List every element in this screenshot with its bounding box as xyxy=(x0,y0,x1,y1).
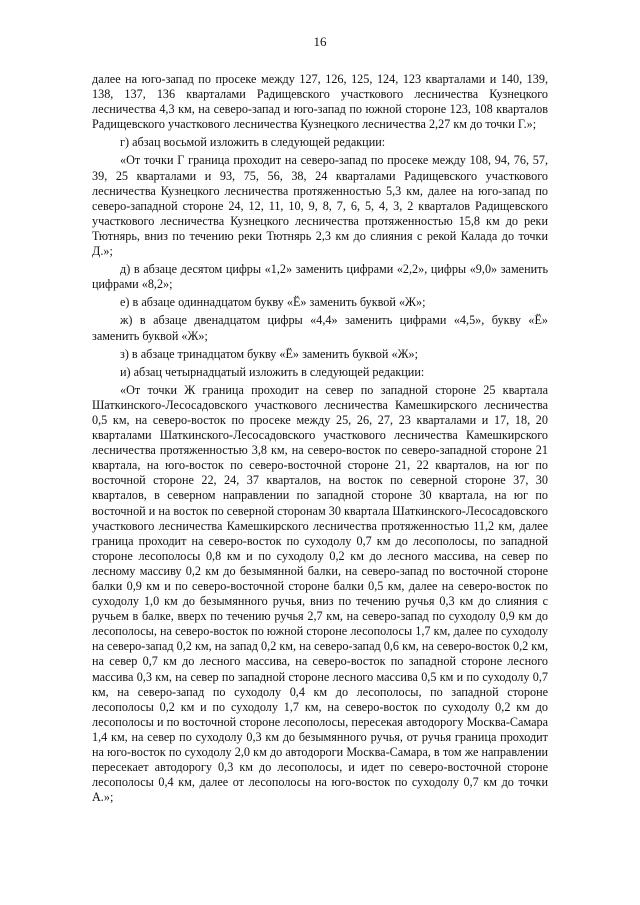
paragraph-quote-point-g: «От точки Г граница проходит на северо-запад по просеке между 108, 94, 76, 57, 39, 25 кварталами и 93, 75, 56, 38, 24 кварталами Радищевского участкового лесничества Кузнецкого лесничества протяженностью 5,3 км, далее на юго-запад по северо-западной стороне 24, 12, 11, 10, 9, 8, 7, 6, 5, 4, 3, 2 кварталов Радищевского участкового лесничества Кузнецкого лесничества протяженностью 15,8 км до реки Тютнярь, вниз по течению реки Тютнярь 2,3 км до слияния с рекой Калада до точки Д.»; xyxy=(92,153,548,259)
page-number: 16 xyxy=(313,34,327,49)
paragraph-item-d: д) в абзаце десятом цифры «1,2» заменить цифрами «2,2», цифры «9,0» заменить цифрами «8,2»; xyxy=(92,262,548,292)
paragraph-continuation: далее на юго-запад по просеке между 127, 126, 125, 124, 123 кварталами и 140, 139, 138, 137, 136 кварталами Радищевского участкового лесничества Кузнецкого лесничества 4,3 км, на северо-запад и юго-запад по южной стороне 123, 108 кварталов Радищевского участкового лесничества Кузнецкого лесничества 2,27 км до точки Г.»; xyxy=(92,72,548,132)
paragraph-item-i: и) абзац четырнадцатый изложить в следующей редакции: xyxy=(120,364,425,379)
paragraph-item-e: е) в абзаце одиннадцатом букву «Ё» заменить буквой «Ж»; xyxy=(120,295,426,310)
paragraph-quote-point-zh: «От точки Ж граница проходит на север по западной стороне 25 квартала Шаткинского-Лесосадовского участкового лесничества Камешкирского лесничества 0,5 км, на северо-восток по просеке между 25, 26, 27, 23 кварталами и 17, 18, 20 кварталами Шаткинского-Лесосадовского участкового лесничества Камешкирского лесничества протяженностью 3,8 км, на северо-восток по северо-западной стороне 21 квартала, на юго-восток по северо-восточной стороне 21, 22 кварталов, на юг по восточной стороне 22, 24, 37 кварталов, на восток по северной стороне 37, 30 кварталов, в северном направлении по западной стороне 30 квартала, на юг по восточной и на восток по северной сторонам 30 квартала Шаткинского-Лесосадовского участкового лесничества Камешкирского лесничества протяженностью 11,2 км, далее граница проходит на северо-восток по суходолу 0,7 км до лесополосы, по западной стороне лесополосы 0,8 км и по суходолу 0,2 км до лесного массива, на север по лесному массиву 0,2 км до безымянной балки, на северо-запад по восточной стороне балки 0,9 км и по северо-восточной стороне балки 0,5 км, далее на северо-восток по суходолу 1,0 км до безымянного ручья, вниз по течению ручья 0,3 км до слияния с ручьем в балке, вверх по течению ручья 2,7 км, на северо-запад по суходолу 0,9 км до лесополосы, на северо-восток по южной стороне лесополосы 1,7 км, далее по суходолу на северо-запад 0,2 км, на запад 0,2 км, на северо-запад 0,6 км, на северо-восток 0,2 км, на север 0,7 км до лесного массива, на северо-восток по западной стороне лесного массива 0,3 км, на север по западной стороне лесного массива 0,5 км и по суходолу 0,7 км, на северо-запад по суходолу 0,4 км до лесополосы, по западной стороне лесополосы 0,2 км и по суходолу 1,7 км, на северо-восток по суходолу 0,2 км до лесополосы и по восточной стороне лесополосы, пересекая автодорогу Москва-Самара 1,4 км, на север по суходолу 0,3 км до безымянного ручья, от ручья граница проходит на юго-восток по суходолу 2,0 км до автодороги Москва-Самара, в том же направлении пересекает автодорогу 0,3 км до лесополосы, и идет по северо-восточной стороне лесополосы 0,4 км, далее от лесополосы на юго-восток по суходолу 0,7 км до точки А.»; xyxy=(92,382,548,805)
paragraph-item-zh: ж) в абзаце двенадцатом цифры «4,4» заменить цифрами «4,5», букву «Ё» заменить буквой «Ж»; xyxy=(92,313,548,343)
paragraph-item-z: з) в абзаце тринадцатом букву «Ё» заменить буквой «Ж»; xyxy=(120,346,418,361)
document-body xyxy=(92,72,548,805)
paragraph-item-g: г) абзац восьмой изложить в следующей редакции: xyxy=(120,135,386,150)
